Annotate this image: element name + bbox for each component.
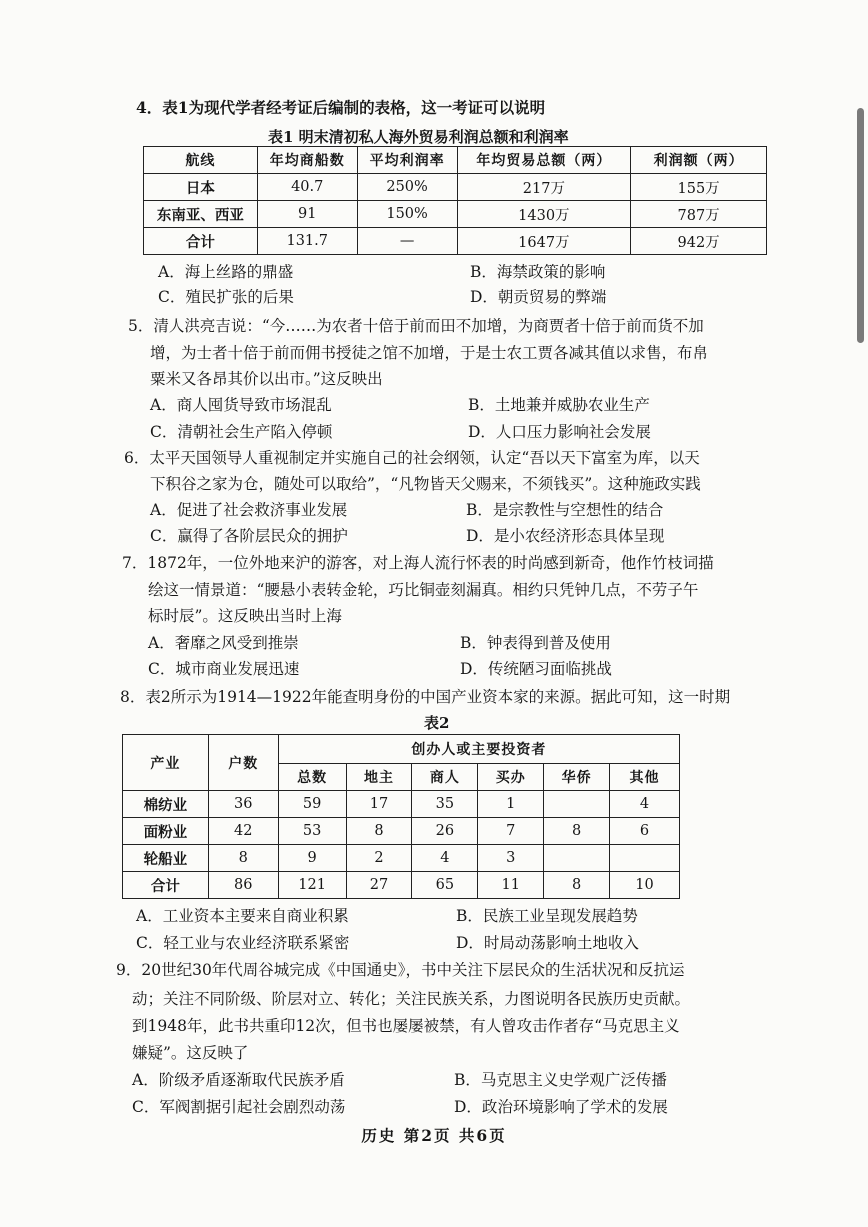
table2 (122, 734, 680, 899)
table2-cell: 17 (346, 791, 412, 818)
table2-cell: 8 (346, 818, 412, 845)
table2-cell: 7 (478, 818, 544, 845)
q5-line: 粟米又各昂其价以出市。”这反映出 (150, 370, 383, 388)
q9-option-d[interactable]: D．政治环境影响了学术的发展 (454, 1098, 668, 1116)
table2-cell: 42 (208, 818, 278, 845)
q6-line: 6．太平天国领导人重视制定并实施自己的社会纲领，认定“吾以天下富室为库，以天 (124, 449, 700, 467)
q5-option-a[interactable]: A．商人囤货导致市场混乱 (150, 396, 332, 414)
q9-option-b[interactable]: B．马克思主义史学观广泛传播 (454, 1071, 667, 1089)
q7-line: 绘这一情景道：“腰悬小表转金轮，巧比铜壶刻漏真。相约只凭钟几点，不劳子午 (148, 581, 699, 599)
table2-cell: 轮船业 (123, 845, 209, 872)
table2-cell (610, 845, 680, 872)
q9-line: 9．20世纪30年代周谷城完成《中国通史》，书中关注下层民众的生活状况和反抗运 (116, 961, 685, 979)
q7-option-c[interactable]: C．城市商业发展迅速 (148, 660, 300, 678)
table1-cell: 131.7 (257, 228, 357, 255)
q4-option-b[interactable]: B．海禁政策的影响 (470, 263, 606, 281)
table1 (143, 146, 767, 255)
q8-option-d[interactable]: D．时局动荡影响土地收入 (456, 934, 639, 952)
table2-cell: 26 (412, 818, 478, 845)
table2-cell: 121 (278, 872, 346, 899)
table2-subheader: 其他 (610, 764, 680, 791)
table1-header: 利润额（两） (631, 147, 767, 174)
table2-cell: 3 (478, 845, 544, 872)
table2-subheader: 总数 (278, 764, 346, 791)
table2-cell: 面粉业 (123, 818, 209, 845)
table1-cell: 91 (257, 201, 357, 228)
q6-line: 下积谷之家为仓，随处可以取给”，“凡物皆天父赐来，不须钱买”。这种施政实践 (150, 475, 701, 493)
table2-cell: 4 (610, 791, 680, 818)
q9-line: 动；关注不同阶级、阶层对立、转化；关注民族关系，力图说明各民族历史贡献。 (132, 990, 691, 1008)
table2-cell: 11 (478, 872, 544, 899)
table2-cell: 59 (278, 791, 346, 818)
q7-line: 7．1872年，一位外地来沪的游客，对上海人流行怀表的时尚感到新奇，他作竹枝词描 (122, 554, 714, 572)
table1-cell: 1430万 (457, 201, 631, 228)
q4-option-d[interactable]: D．朝贡贸易的弊端 (470, 288, 607, 306)
table1-cell: 217万 (457, 174, 631, 201)
q5-option-d[interactable]: D．人口压力影响社会发展 (468, 423, 651, 441)
table1-cell: 东南亚、西亚 (144, 201, 258, 228)
table2-cell: 36 (208, 791, 278, 818)
table2-cell: 6 (610, 818, 680, 845)
q6-option-d[interactable]: D．是小农经济形态具体呈现 (466, 527, 665, 545)
q7-option-d[interactable]: D．传统陋习面临挑战 (460, 660, 612, 678)
scrollbar[interactable] (857, 108, 864, 343)
table2-subheader: 华侨 (544, 764, 610, 791)
q5-option-b[interactable]: B．土地兼并威胁农业生产 (468, 396, 650, 414)
q5-line: 增，为士者十倍于前而佣书授徒之馆不加增，于是士农工贾各减其值以求售，布帛 (150, 344, 709, 362)
q4-option-a[interactable]: A．海上丝路的鼎盛 (158, 263, 294, 281)
table1-cell: 942万 (631, 228, 767, 255)
q6-option-b[interactable]: B．是宗教性与空想性的结合 (466, 501, 664, 519)
table1-cell: 150% (357, 201, 457, 228)
table1-caption: 表1 明末清初私人海外贸易利润总额和利润率 (268, 128, 569, 146)
q8-option-b[interactable]: B．民族工业呈现发展趋势 (456, 907, 638, 925)
q8-option-a[interactable]: A．工业资本主要来自商业积累 (136, 907, 349, 925)
q8-option-c[interactable]: C．轻工业与农业经济联系紧密 (136, 934, 350, 952)
table2-cell: 9 (278, 845, 346, 872)
q7-line: 标时辰”。这反映出当时上海 (148, 607, 342, 625)
table2-cell (544, 791, 610, 818)
table2-caption: 表2 (424, 714, 450, 732)
q7-option-a[interactable]: A．奢靡之风受到推崇 (148, 634, 299, 652)
table2-cell: 8 (208, 845, 278, 872)
table1-cell: 787万 (631, 201, 767, 228)
table2-subheader: 地主 (346, 764, 412, 791)
q9-option-c[interactable]: C．军阀割据引起社会剧烈动荡 (132, 1098, 346, 1116)
page-footer: 历史 第2页 共6页 (361, 1126, 507, 1145)
q5-option-c[interactable]: C．清朝社会生产陷入停顿 (150, 423, 333, 441)
table1-header: 航线 (144, 147, 258, 174)
q9-line: 嫌疑”。这反映了 (132, 1044, 249, 1062)
table2-cell: 8 (544, 818, 610, 845)
q9-option-a[interactable]: A．阶级矛盾逐渐取代民族矛盾 (132, 1071, 345, 1089)
q7-option-b[interactable]: B．钟表得到普及使用 (460, 634, 611, 652)
table2-cell: 65 (412, 872, 478, 899)
table2-cell: 27 (346, 872, 412, 899)
table1-cell: 日本 (144, 174, 258, 201)
table1-cell: 1647万 (457, 228, 631, 255)
table1-cell: 155万 (631, 174, 767, 201)
table2-header-industry: 产业 (123, 735, 209, 791)
table2-cell (544, 845, 610, 872)
table2-cell: 8 (544, 872, 610, 899)
q4-option-c[interactable]: C．殖民扩张的后果 (158, 288, 294, 306)
table2-cell: 35 (412, 791, 478, 818)
q9-line: 到1948年，此书共重印12次，但书也屡屡被禁，有人曾攻击作者存“马克思主义 (132, 1017, 680, 1035)
table2-group-header: 创办人或主要投资者 (278, 735, 679, 764)
table2-cell: 棉纺业 (123, 791, 209, 818)
table2-cell: 4 (412, 845, 478, 872)
table2-subheader: 商人 (412, 764, 478, 791)
q6-option-a[interactable]: A．促进了社会救济事业发展 (150, 501, 348, 519)
table2-cell: 10 (610, 872, 680, 899)
table1-header: 年均贸易总额（两） (457, 147, 631, 174)
table1-header: 平均利润率 (357, 147, 457, 174)
q4-stem: 4．表1为现代学者经考证后编制的表格，这一考证可以说明 (136, 98, 546, 117)
table2-cell: 53 (278, 818, 346, 845)
table1-header: 年均商船数 (257, 147, 357, 174)
table1-cell: 合计 (144, 228, 258, 255)
table2-cell: 合计 (123, 872, 209, 899)
table1-cell: 250% (357, 174, 457, 201)
table2-cell: 86 (208, 872, 278, 899)
q5-line: 5．清人洪亮吉说：“今……为农者十倍于前而田不加增，为商贾者十倍于前而货不加 (128, 317, 704, 335)
table1-cell: — (357, 228, 457, 255)
table2-cell: 1 (478, 791, 544, 818)
q6-option-c[interactable]: C．赢得了各阶层民众的拥护 (150, 527, 348, 545)
table2-cell: 2 (346, 845, 412, 872)
table2-header-count: 户数 (208, 735, 278, 791)
table1-cell: 40.7 (257, 174, 357, 201)
table2-subheader: 买办 (478, 764, 544, 791)
q8-stem: 8．表2所示为1914—1922年能查明身份的中国产业资本家的来源。据此可知，这一时期 (120, 688, 731, 706)
